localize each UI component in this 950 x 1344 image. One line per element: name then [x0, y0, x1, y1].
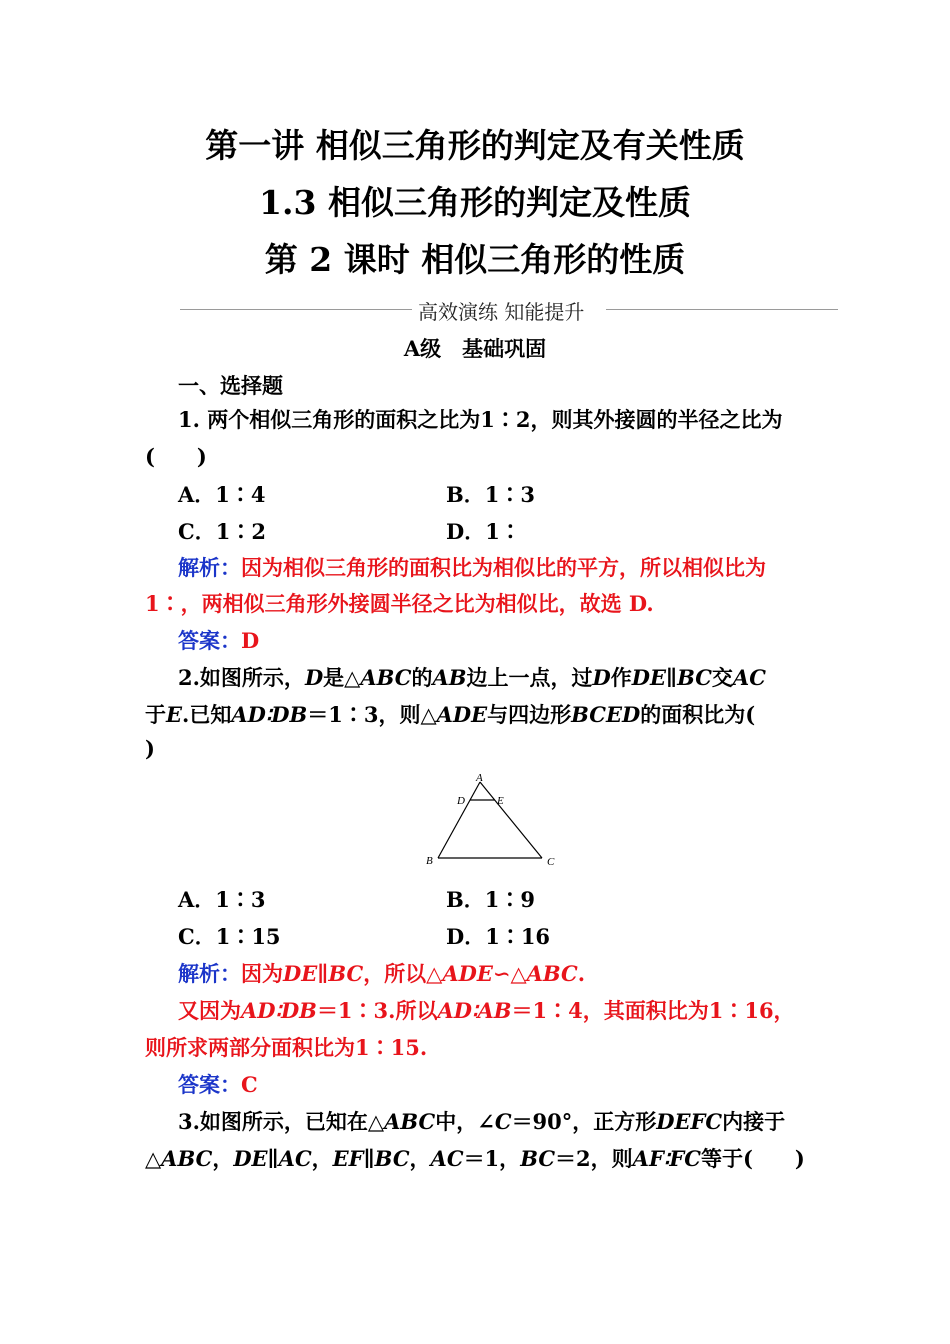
- q3-text: 等于( ): [700, 1146, 805, 1171]
- q1-analysis-label: 解析：: [178, 555, 241, 580]
- q2-analysis-text: 因为: [241, 961, 283, 986]
- q3-text: 3.如图所示，已知在△: [178, 1109, 385, 1134]
- q2-option-a[interactable]: A．1∶3: [178, 887, 266, 912]
- q2-analysis-var: DE∥BC: [283, 961, 364, 986]
- q2-var: AD∶DB: [231, 702, 308, 727]
- label-a: A: [476, 772, 483, 784]
- q3-text: ，: [311, 1146, 333, 1171]
- side-ab: [438, 782, 480, 858]
- q2-analysis-var: AD∶AB: [437, 998, 512, 1023]
- q2-var: AC: [732, 665, 766, 690]
- q3-var: AF∶FC: [632, 1146, 701, 1171]
- q1-option-c[interactable]: C．1∶2: [178, 519, 266, 544]
- q2-text: 边上一点，过: [466, 665, 593, 690]
- q2-answer-value: C: [241, 1072, 258, 1097]
- q2-var: ADE: [436, 702, 488, 727]
- q3-text: ，: [409, 1146, 431, 1171]
- q2-analysis-line3: 则所求两部分面积比为1∶15.: [145, 1035, 428, 1060]
- q2-stem-line1: [178, 662, 766, 692]
- q3-text: ＝2，则: [555, 1146, 633, 1171]
- q2-var: D: [304, 665, 324, 690]
- q2-option-c[interactable]: C．1∶15: [178, 924, 281, 949]
- q1-analysis-text1: 因为相似三角形的面积比为相似比的平方，所以相似比为: [241, 555, 766, 580]
- q2-option-d[interactable]: D．1∶16: [446, 924, 551, 949]
- q3-stem-line2: [145, 1143, 805, 1173]
- q3-stem-line1: [178, 1106, 785, 1136]
- q2-answer-label: 答案：: [178, 1072, 241, 1097]
- q3-var: ABC: [384, 1109, 436, 1134]
- q2-text: 2.如图所示，: [178, 665, 305, 690]
- q2-var: ABC: [360, 665, 412, 690]
- triangle-figure: [420, 770, 570, 870]
- q2-text: 的: [411, 665, 433, 690]
- q1-answer-value: D: [241, 628, 260, 653]
- q1-analysis-line2: 1∶，两相似三角形外接圆半径之比为相似比，故选 D.: [145, 591, 654, 616]
- q2-text: 与四边形: [487, 702, 572, 727]
- q2-analysis-text: ＝1∶3.所以: [316, 998, 438, 1023]
- main-title: 第一讲 相似三角形的判定及有关性质: [205, 126, 745, 165]
- q2-var: DE∥BC: [631, 665, 712, 690]
- q2-text: 于: [145, 702, 166, 727]
- label-e: E: [497, 795, 504, 807]
- q3-var: BC: [520, 1146, 556, 1171]
- q2-analysis-var: AD∶DB: [241, 998, 317, 1023]
- q1-option-b[interactable]: B．1∶3: [446, 482, 535, 507]
- label-d: D: [457, 795, 465, 807]
- lesson-title: 第 2 课时 相似三角形的性质: [264, 240, 686, 279]
- q1-option-d[interactable]: D．1∶: [446, 519, 521, 544]
- q3-var: C: [494, 1109, 512, 1134]
- q2-text: 交: [711, 665, 733, 690]
- q2-var: E: [166, 702, 183, 727]
- q3-var: AC: [430, 1146, 464, 1171]
- level-heading: A级 基础巩固: [403, 336, 547, 361]
- q2-stem-line3: ): [145, 736, 155, 761]
- q2-text: 的面积比为(: [640, 702, 756, 727]
- q2-text: ＝1∶3，则△: [307, 702, 437, 727]
- q1-answer: [178, 625, 259, 655]
- q2-var: AB: [432, 665, 467, 690]
- q2-analysis-var: ADE: [442, 961, 493, 986]
- q2-analysis-text: 又因为: [178, 998, 241, 1023]
- q2-var: BCED: [571, 702, 641, 727]
- q2-option-b[interactable]: B．1∶9: [446, 887, 535, 912]
- q1-answer-label: 答案：: [178, 628, 241, 653]
- q3-var: DE∥AC: [233, 1146, 312, 1171]
- q2-stem-line2: [145, 699, 755, 729]
- label-b: B: [426, 855, 433, 867]
- label-c: C: [547, 856, 555, 868]
- q2-analysis-text: ∽△: [492, 961, 527, 986]
- q2-text: 是△: [323, 665, 361, 690]
- q1-stem-line1: 1. 两个相似三角形的面积之比为1∶2，则其外接圆的半径之比为: [178, 407, 783, 432]
- q2-analysis-text: ，所以△: [363, 961, 443, 986]
- q3-var: EF∥BC: [332, 1146, 410, 1171]
- section-heading: 一、选择题: [178, 373, 283, 398]
- q1-stem-line2: ( ): [145, 444, 207, 469]
- q2-analysis-text: .: [577, 961, 586, 986]
- q2-text: .已知: [182, 702, 232, 727]
- q3-var: ABC: [161, 1146, 213, 1171]
- q3-var: DEFC: [656, 1109, 723, 1134]
- q3-text: 内接于: [722, 1109, 786, 1134]
- q3-text: ＝1，: [463, 1146, 521, 1171]
- q2-analysis-line2: [178, 995, 795, 1025]
- divider-right: [606, 309, 838, 310]
- divider-left: [180, 309, 412, 310]
- q2-text: 作: [610, 665, 632, 690]
- section-title: 1.3 相似三角形的判定及性质: [259, 183, 691, 222]
- q3-text: ，: [212, 1146, 234, 1171]
- q3-text: △: [145, 1146, 162, 1171]
- q2-answer: [178, 1069, 258, 1099]
- q1-option-a[interactable]: A．1∶4: [178, 482, 266, 507]
- q2-analysis-text: ＝1∶4，其面积比为1∶16，: [511, 998, 795, 1023]
- q2-var: D: [592, 665, 611, 690]
- q1-analysis-line1: [178, 552, 766, 582]
- banner-text: 高效演练 知能提升: [418, 300, 585, 324]
- q2-analysis-line1: [178, 958, 585, 988]
- q3-text: ＝90°，正方形: [511, 1109, 657, 1134]
- q2-analysis-var: ABC: [526, 961, 578, 986]
- q3-text: 中，∠: [435, 1109, 495, 1134]
- q2-analysis-label: 解析：: [178, 961, 241, 986]
- side-ac: [480, 782, 542, 858]
